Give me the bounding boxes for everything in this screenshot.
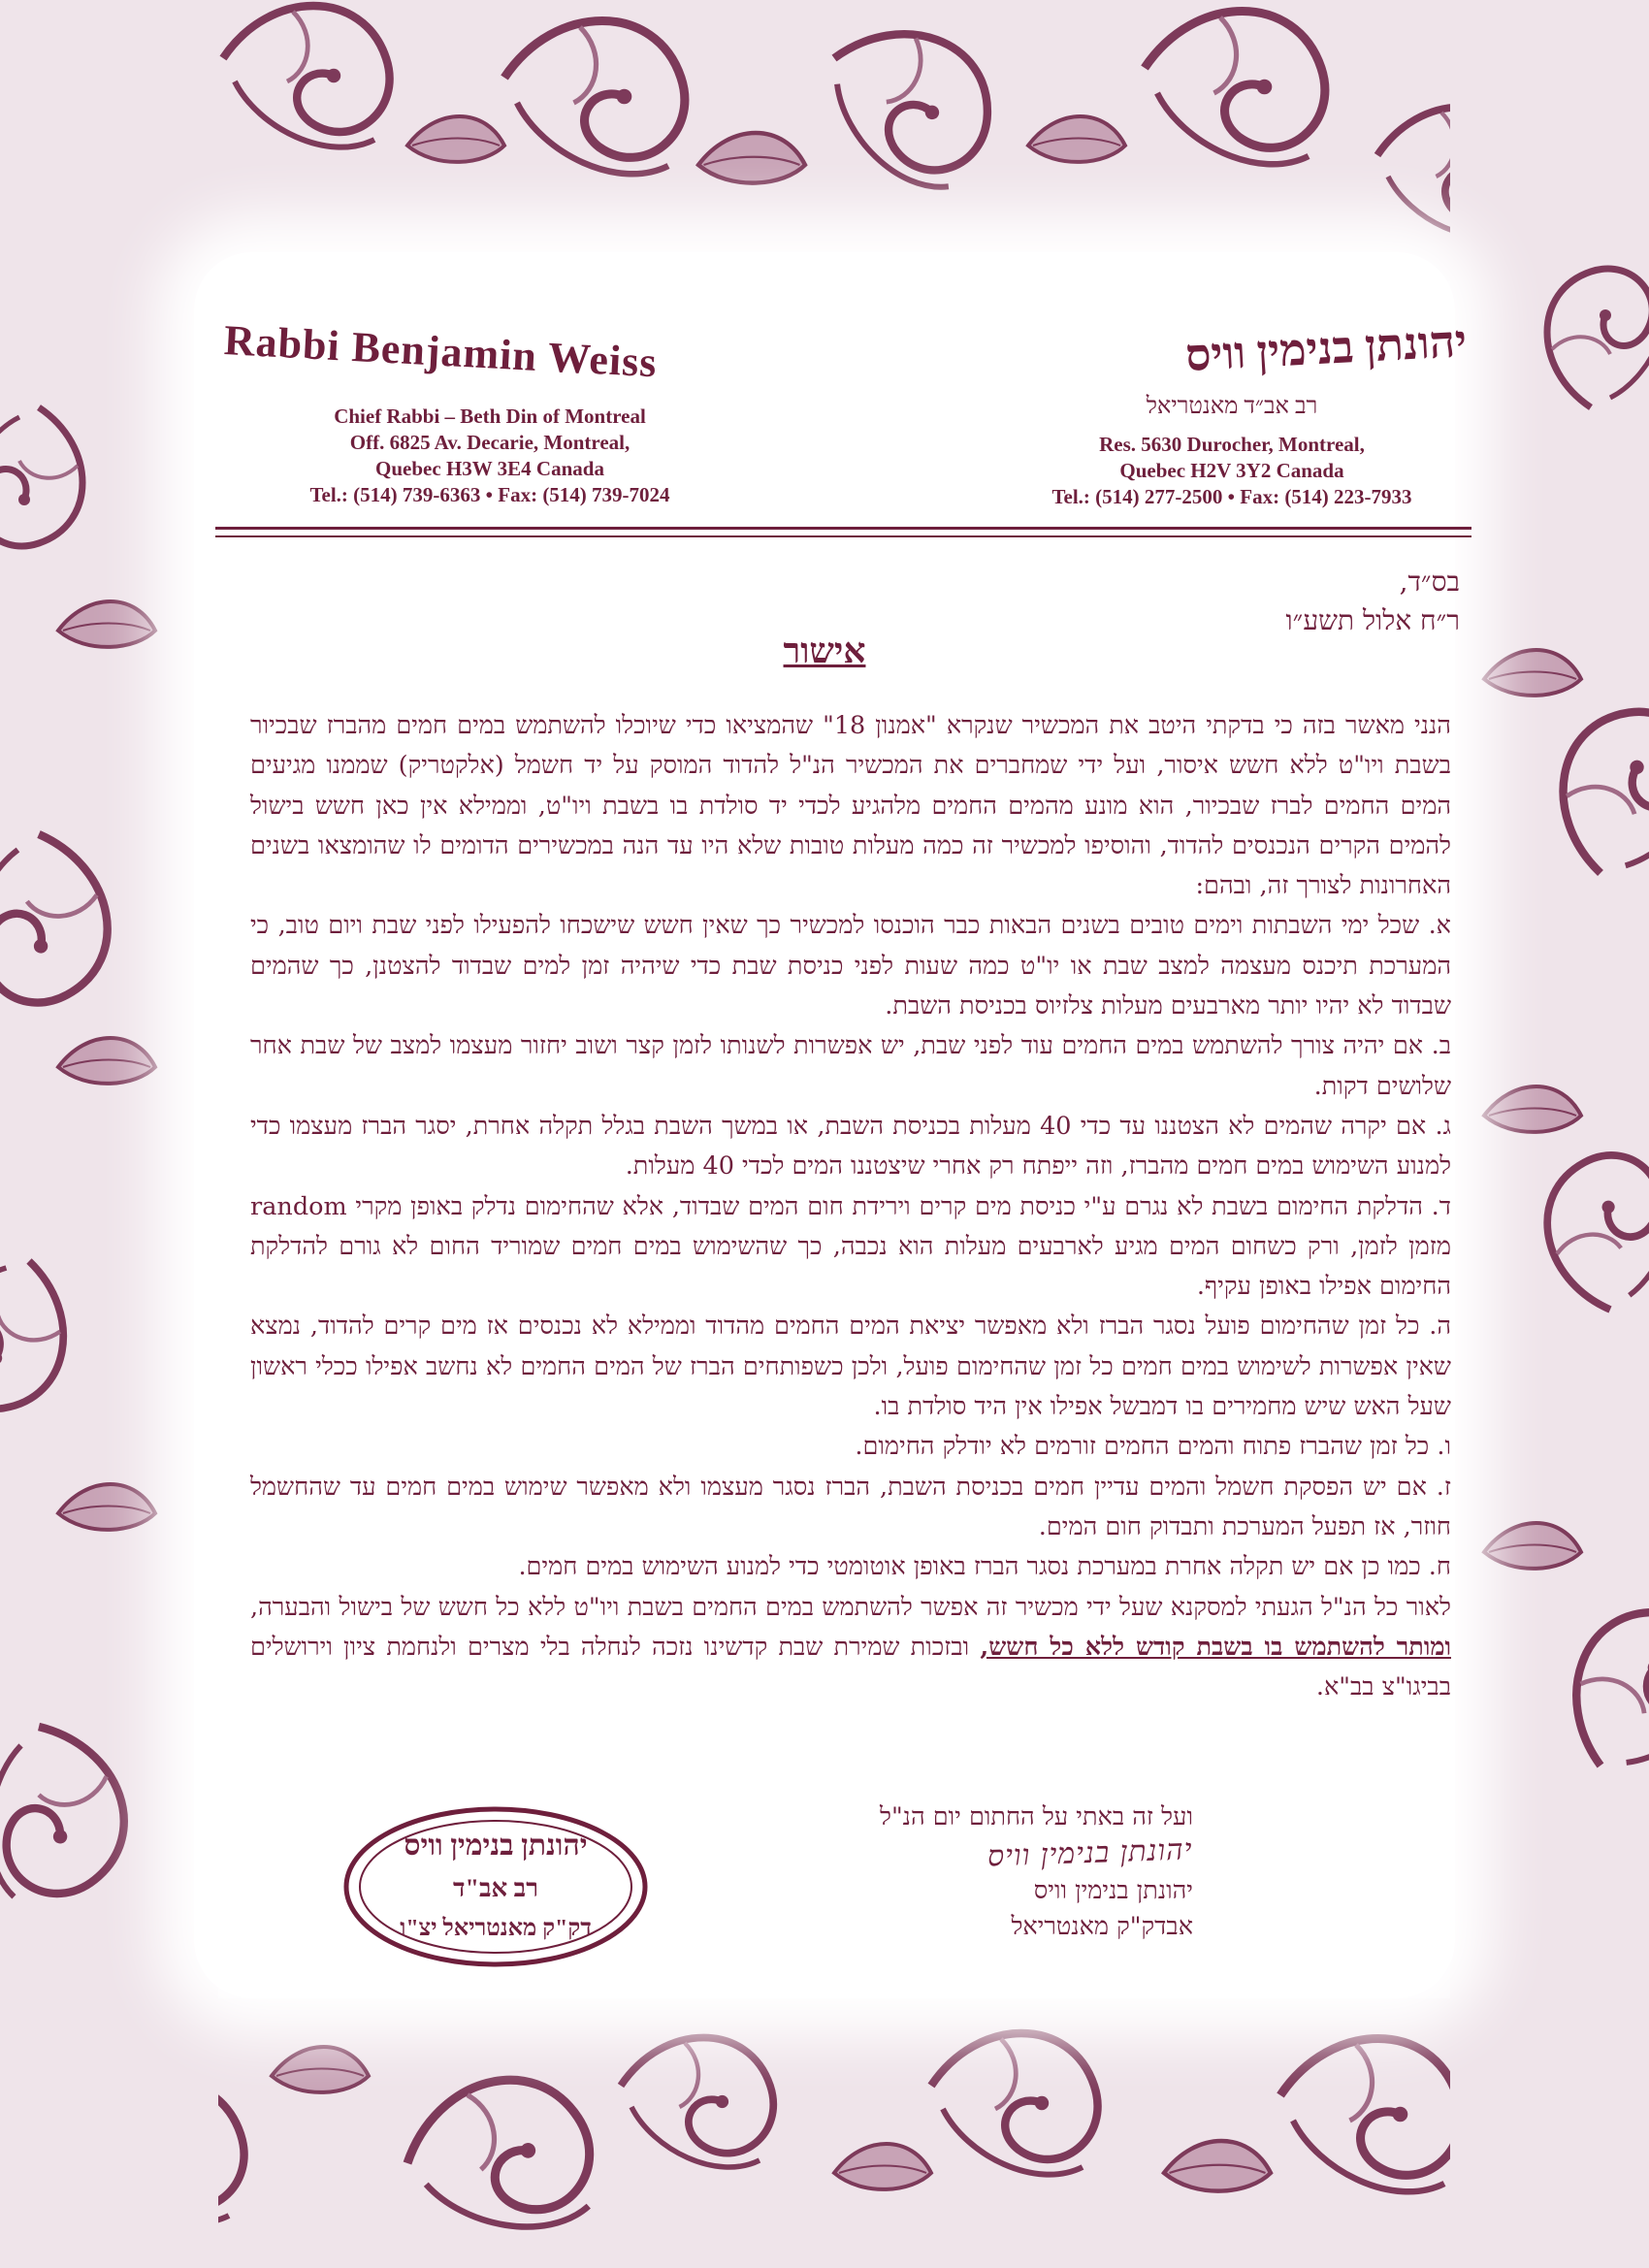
office-address: Off. 6825 Av. Decarie, Montreal, [349,431,630,454]
point-a: א. שכל ימי השבתות וימים טובים בשנים הבאות כבר הוכנסו למכשיר כך שאין חשש שישכחו להפעילו לפני שבת ויום טוב, כי המערכת תיכנס מעצמה למצב שבת או יו"ט כמה שעות לפני כניסת שבת כדי שיהיה זמן למים שבדוד להצטנן, כך שהמים שבדוד לא יהיו יותר מארבעים מעלות צלזיוס בכניסת השבת. [250,911,1451,1021]
office-city: Quebec H3W 3E4 Canada [375,457,604,480]
seal-bottom-text: דק"ק מאנטריאל יצ"ו [400,1916,592,1941]
residence-phone: Tel.: (514) 277-2500 • Fax: (514) 223-7933 [1051,485,1412,508]
conclusion-paragraph [250,1588,1451,1708]
letterhead-rule-thin [215,535,1471,537]
handwritten-signature [669,1832,1194,1874]
rabbi-title-hebrew: רב אב״ד מאנטריאל [1146,394,1318,419]
point-h: ח. כמו כן אם יש תקלה אחרת במערכת נסגר הברז באופן אוטומטי כדי למנוע השימוש במים חמים. [518,1552,1451,1582]
border-right [1450,0,1649,2268]
border-bottom [0,1998,1649,2268]
document-title: אישור [783,631,866,671]
seal-middle-text: רב אב"ד [453,1874,538,1902]
signature-block [669,1799,1193,1945]
conclusion-post: ובזכות שמירת שבת קדשינו נזכה לנחלה בלי מצרים ולנחמת ציון וירושלים בביגו"צ בב"א. [250,1632,1451,1702]
date-header [970,563,1460,640]
letterhead-hebrew-info [989,432,1474,510]
signer-name: יהונתן בנימין וויס [1033,1876,1193,1905]
letter-date: ר״ח אלול תשע״ו [1285,604,1460,636]
signature-intro: ועל זה באתי על החתום יום הנ"ל [880,1802,1193,1831]
border-top [0,0,1649,281]
letterhead-hebrew [989,315,1474,510]
point-b: ב. אם יהיה צורך להשתמש במים החמים עוד לפני שבת, יש אפשרות לשנותו לזמן קצר ושוב יחזור מעצמו למצב של שבת אחר שלושים דקות. [250,1031,1451,1101]
border-left [0,0,218,2268]
signer-role: אבדק"ק מאנטריאל [1011,1912,1193,1941]
letterhead-rule [215,527,1471,530]
conclusion-highlight: ומותר להשתמש בו בשבת קודש ללא כל חשש, [980,1632,1451,1662]
office-phone: Tel.: (514) 739-6363 • Fax: (514) 739-7024 [309,483,670,506]
letterhead-english-info [218,404,761,508]
signature-script: יהונתן בנימין וויס [986,1832,1194,1874]
point-g: ז. אם יש הפסקת חשמל והמים עדיין חמים בכניסת השבת, הברז נסגר מעצמו ולא מאפשר שימוש במים חמים עד שהחשמל חוזר, אז תפעל המערכת ותבדוק חום המים. [250,1472,1451,1541]
rabbi-name-english: Rabbi Benjamin Weiss [222,316,659,387]
residence-city: Quebec H2V 3Y2 Canada [1119,459,1344,482]
point-f: ו. כל זמן שהברז פתוח והמים החמים זורמים לא יודלק החימום. [855,1432,1451,1462]
point-c: ג. אם יקרה שהמים לא הצטננו עד כדי 40 מעלות בכניסת השבת, או במשך השבת בגלל תקלה אחרת, יסגר הברז מעצמו כדי למנוע השימוש במים חמים מהברז, וזה ייפתח רק אחרי שיצטננו המים לכדי 40 מעלות. [250,1111,1451,1182]
rabbi-name-hebrew: יהונתן בנימין וויס [1184,316,1469,381]
point-e: ה. כל זמן שהחימום פועל נסגר הברז ולא מאפשר יציאת המים החמים מהדוד וממילא לא נכנסים אז מים קרים להדוד, נמצא שאין אפשרות לשימוש במים חמים כל זמן שהחימום פועל, ולכן כשפותחים הברז של המים החמים לא נחשב אפילו ככלי ראשון שעל האש שיש מחמירים בו דמבשל אפילו אין היד סולדת בו. [250,1312,1451,1422]
bsd-mark: בס״ד, [1399,566,1460,598]
point-d: ד. הדלקת החימום בשבת לא נגרם ע"י כניסת מים קרים וירידת חום המים שבדוד, אלא שהחימום נדלק באופן מקרי random מזמן לזמן, ורק כשחום המים מגיע לארבעים מעלות הוא נכבה, כך שהשימוש במים חמים שמוריד החום לא גורם להדלקת החימום אפילו באופן עקיף. [250,1191,1451,1302]
rabbi-title-english: Chief Rabbi – Beth Din of Montreal [334,405,646,428]
residence-address: Res. 5630 Durocher, Montreal, [1099,433,1365,456]
seal-top-text: יהונתן בנימין וויס [404,1830,588,1862]
conclusion-pre: לאור כל הנ"ל הגעתי למסקנא שעל ידי מכשיר זה אפשר להשתמש במים החמים בשבת ויו"ט ללא כל חשש של בישול והבערה, [250,1592,1451,1622]
letter-body [250,706,1451,1707]
intro-paragraph: הנני מאשר בזה כי בדקתי היטב את המכשיר שנקרא "אמנון 18" שהמציאו כדי שיוכלו להשתמש במים חמים מהברז שבכיור בשבת ויו"ט ללא חשש איסור, ועל ידי שמחברים את המכשיר הנ"ל להדוד המוסק על יד חשמל (אלקטריק) שממנו מגיעים המים החמים לברז שבכיור, הוא מונע מהמים החמים מלהגיע לכדי יד סולדת בו בשבת ויו"ט, וממילא אין כאן חשש בישול להמים הקרים הנכנסים להדוד, והוסיפו למכשיר זה כמה מעלות טובות שלא היו עד הנה במכשירים הדומים לו שהומצאו בשנים האחרונות לצורך זה, ובהם: [250,711,1451,901]
letterhead-english [218,315,761,508]
rabbinical-seal [341,1804,650,1969]
